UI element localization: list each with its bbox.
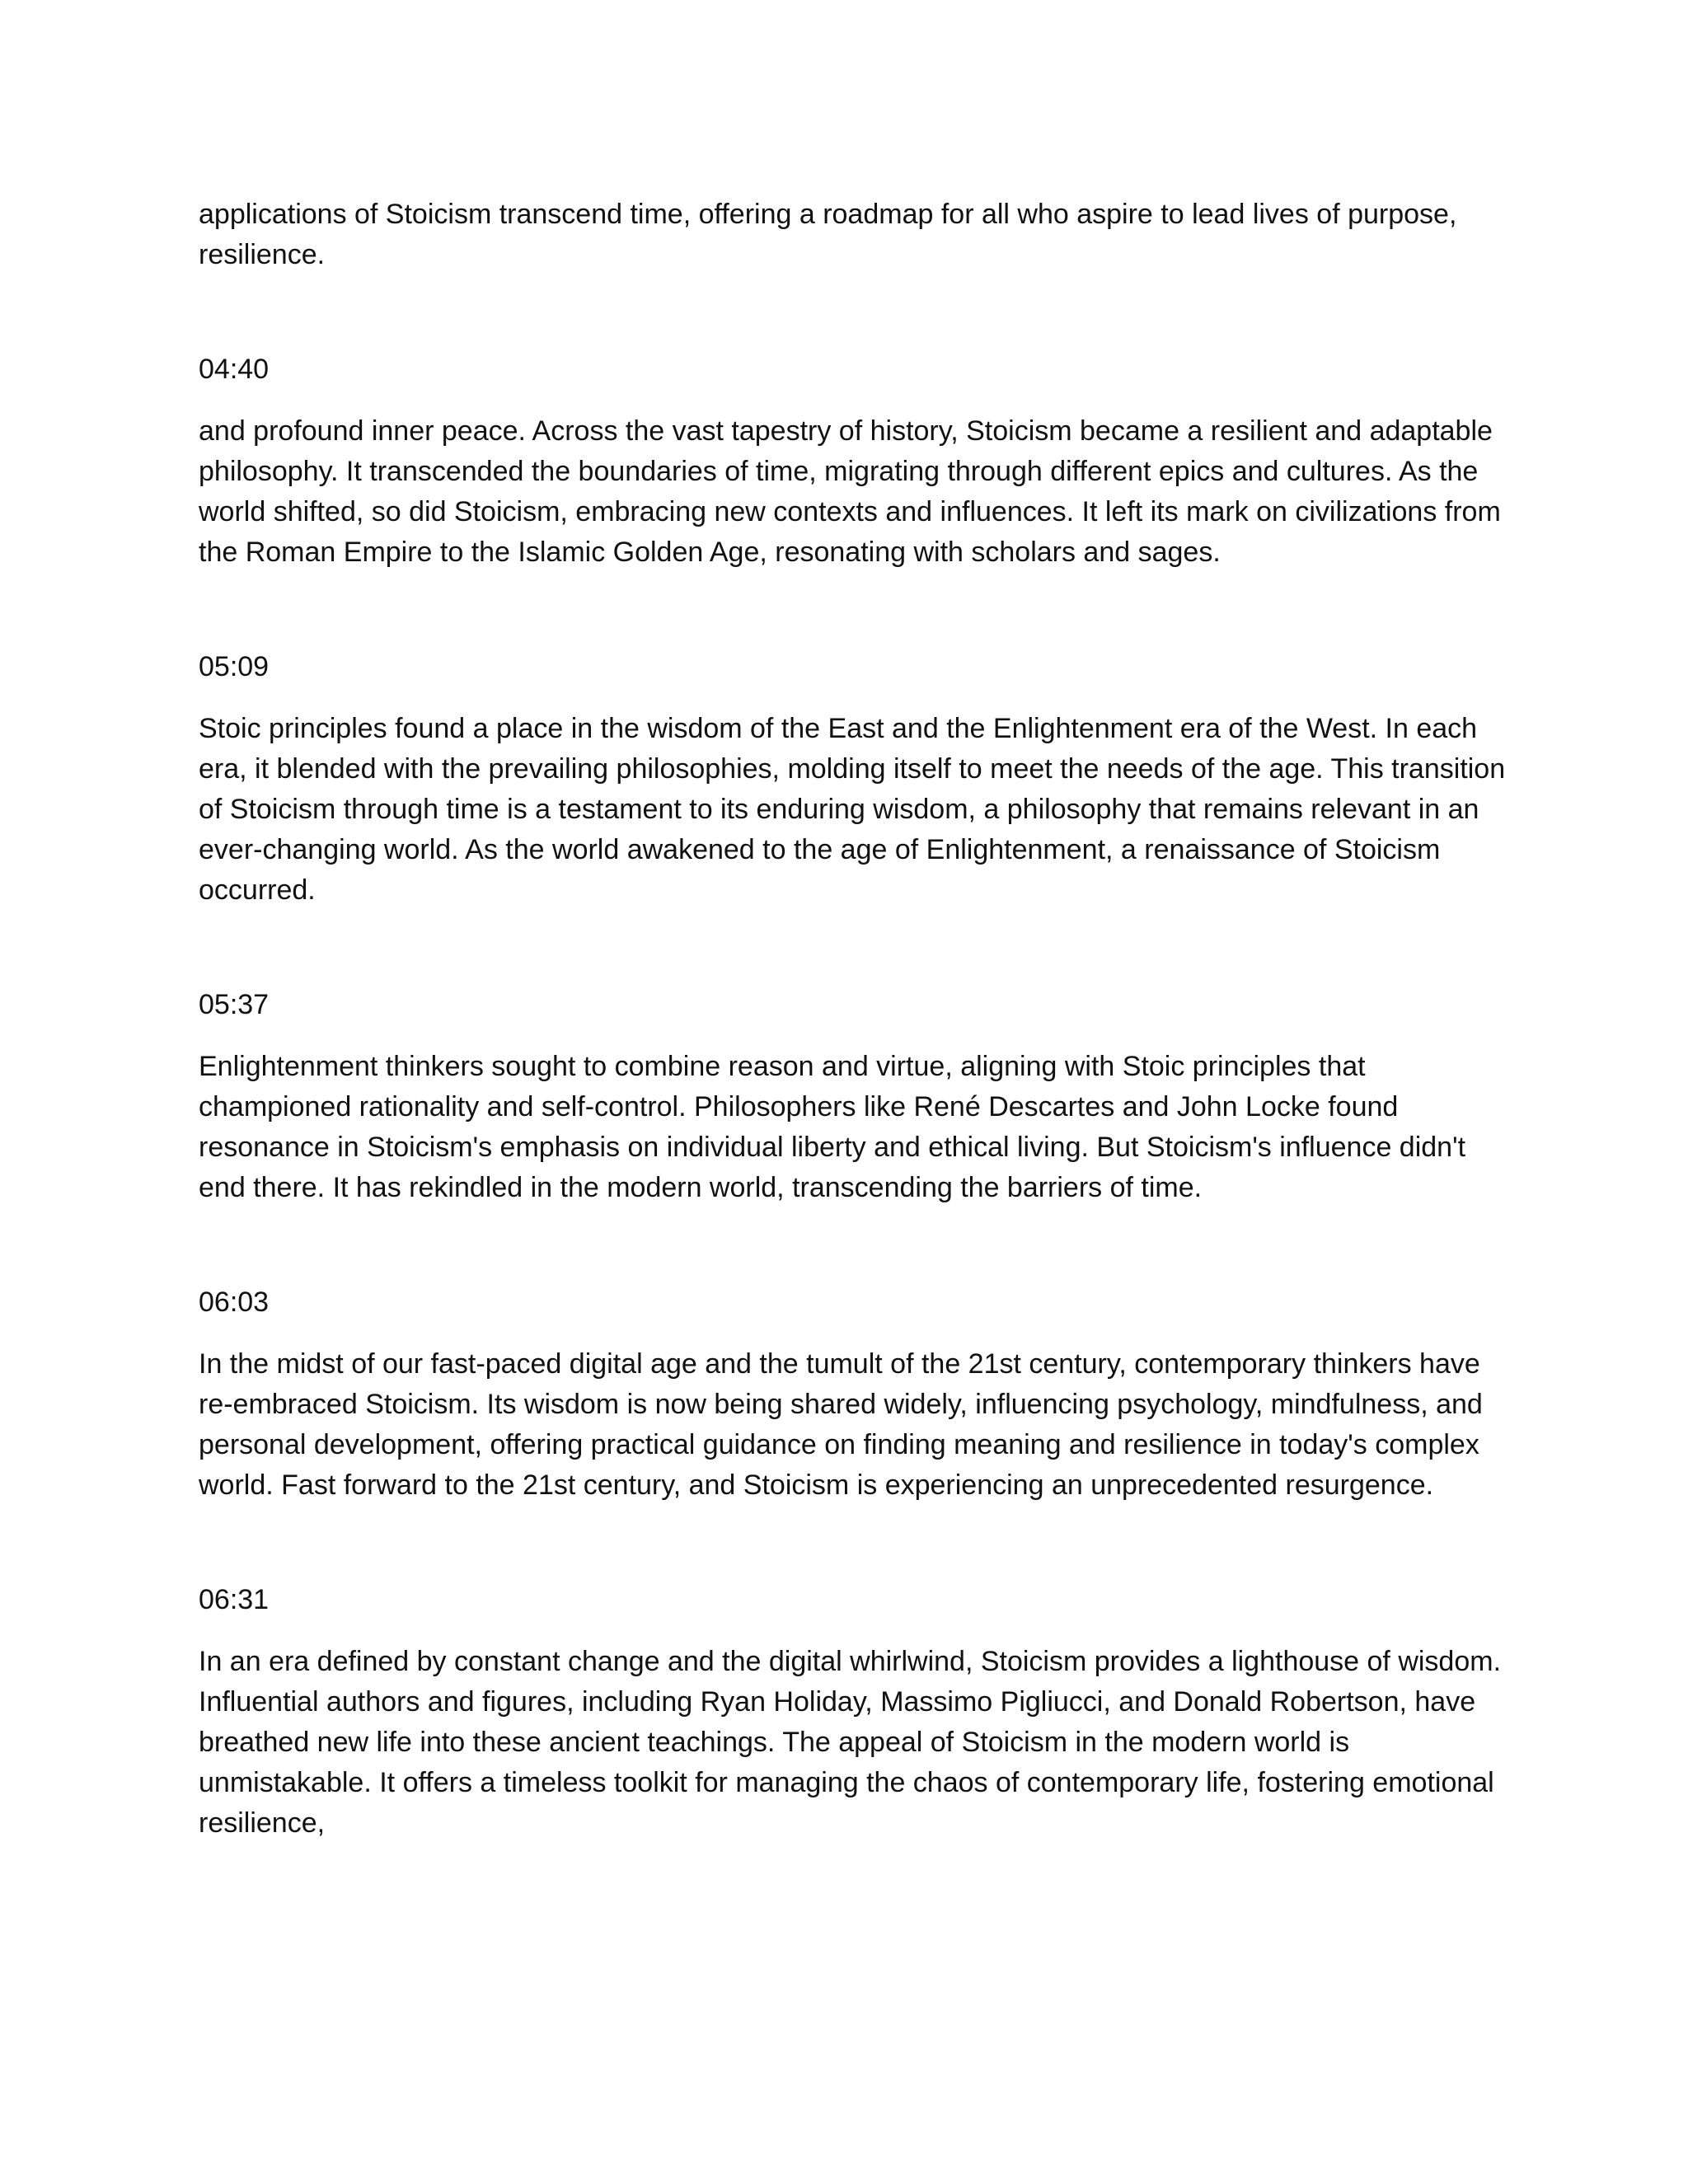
timestamp: 06:03 <box>199 1286 270 1318</box>
document-page <box>199 194 1517 1844</box>
timestamp: 04:40 <box>199 354 270 385</box>
transcript-paragraph: and profound inner peace. Across the vast tapestry of history, Stoicism became a resilient and adaptable philosophy. It transcended the boundaries of time, migrating through different epics and cultures. As the world shifted, so did Stoicism, embracing new contexts and influences. It left its mark on civilizations from the Roman Empire to the Islamic Golden Age, resonating with scholars and sages. <box>199 415 1501 568</box>
transcript-paragraph: In the midst of our fast-paced digital age and the tumult of the 21st century, contemporary thinkers have re-embraced Stoicism. Its wisdom is now being shared widely, influencing psychology, mindfulness, and personal development, offering practical guidance on finding meaning and resilience in today's complex world. Fast forward to the 21st century, and Stoicism is experiencing an unprecedented resurgence. <box>199 1348 1483 1501</box>
timestamp: 05:09 <box>199 651 270 682</box>
timestamp: 05:37 <box>199 989 270 1020</box>
transcript-paragraph: In an era defined by constant change and the digital whirlwind, Stoicism provides a lighthouse of wisdom. Influential authors and figures, including Ryan Holiday, Massimo Pigliucci, and Donald Robertson, have breathed new life into these ancient teachings. The appeal of Stoicism in the modern world is unmistakable. It offers a timeless toolkit for managing the chaos of contemporary life, fostering emotional resilience, <box>199 1646 1502 1839</box>
intro-paragraph: applications of Stoicism transcend time, offering a roadmap for all who aspire to lead lives of purpose, resilience. <box>199 199 1457 270</box>
transcript-paragraph: Enlightenment thinkers sought to combine reason and virtue, aligning with Stoic principles that championed rationality and self-control. Philosophers like René Descartes and John Locke found resonance in Stoicism's emphasis on individual liberty and ethical living. But Stoicism's influence didn't end there. It has rekindled in the modern world, transcending the barriers of time. <box>199 1051 1466 1203</box>
transcript-section <box>199 647 1517 911</box>
transcript-section <box>199 1282 1517 1506</box>
transcript-section <box>199 985 1517 1208</box>
transcript-section <box>199 349 1517 573</box>
transcript-paragraph: Stoic principles found a place in the wisdom of the East and the Enlightenment era of the West. In each era, it blended with the prevailing philosophies, molding itself to meet the needs of the age. This transition of Stoicism through time is a testament to its enduring wisdom, a philosophy that remains relevant in an ever-changing world. As the world awakened to the age of Enlightenment, a renaissance of Stoicism occurred. <box>199 713 1506 906</box>
transcript-section <box>199 1580 1517 1844</box>
timestamp: 06:31 <box>199 1584 270 1615</box>
